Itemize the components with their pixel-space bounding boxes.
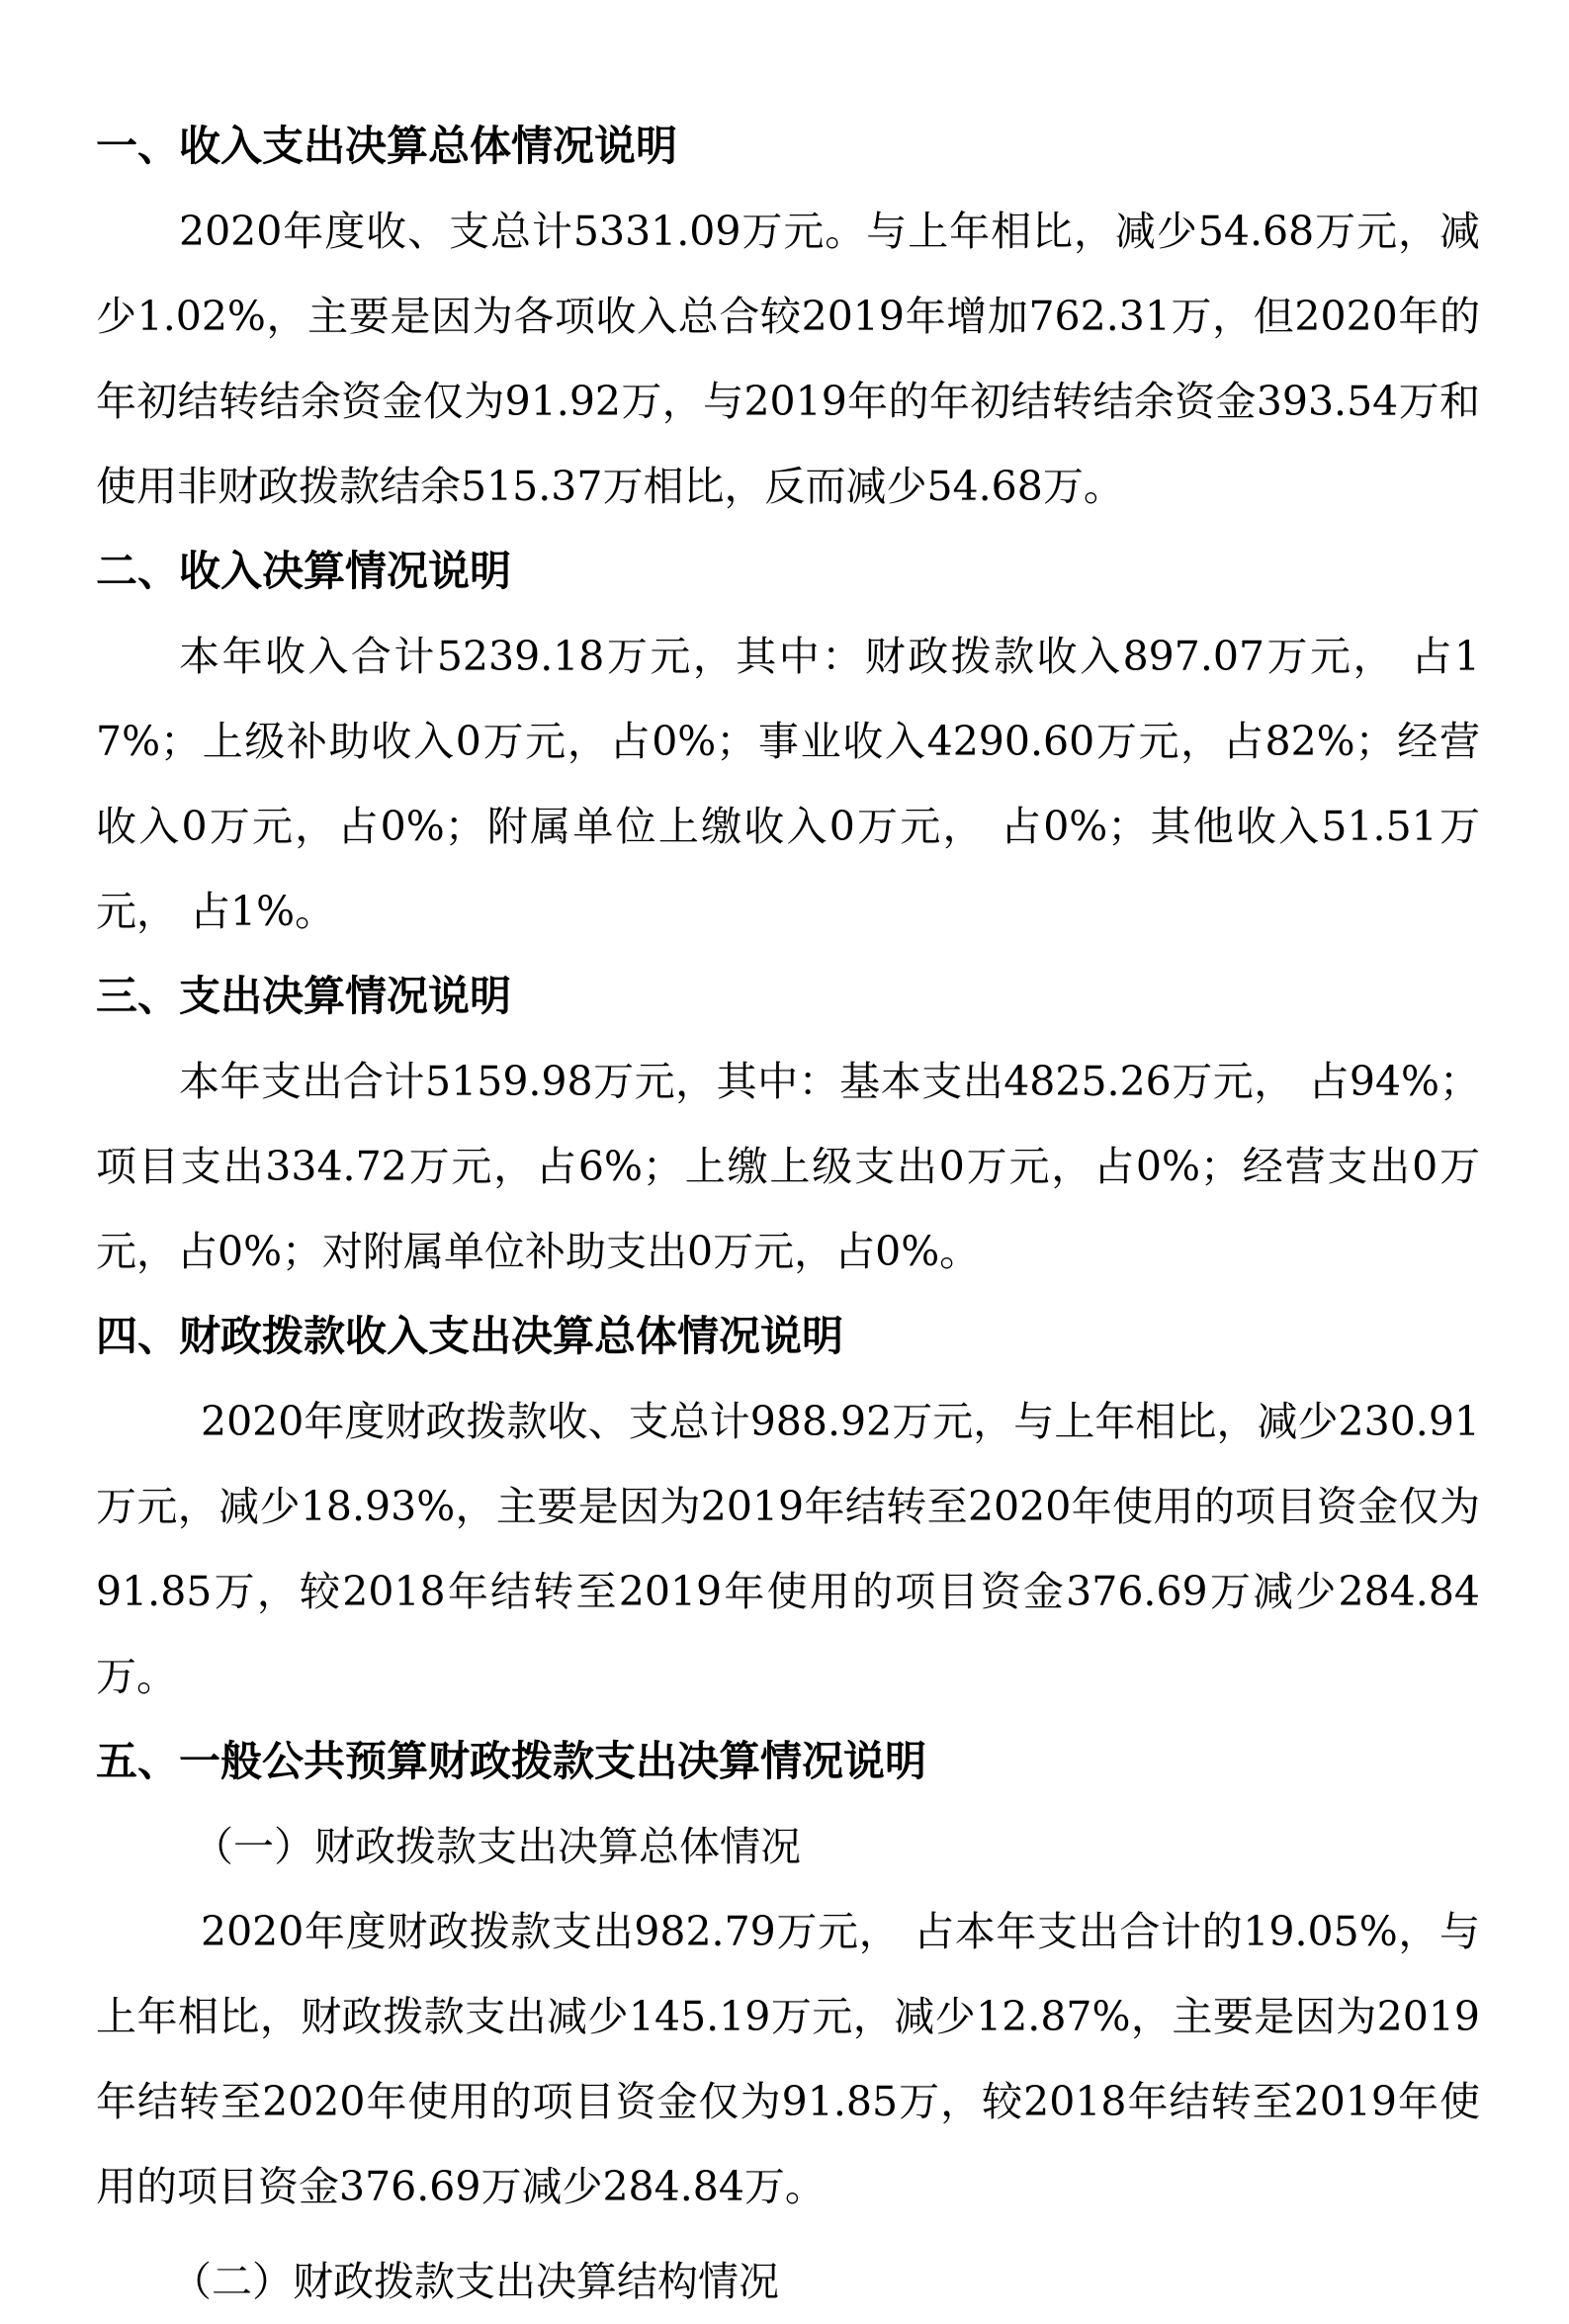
section-1-paragraph: 2020年度收、支总计5331.09万元。与上年相比，减少54.68万元，减少1.02%，主要是因为各项收入总合较2019年增加762.31万，但2020年的年初结转结余资金仅为91.92万，与2019年的年初结转结余资金393.54万和使用非财政拨款结余515.37万相比，反而减少54.68万。 [96,208,1480,510]
document-body [96,104,1480,2324]
section-5-subheading-2: （二）财政拨款支出决算结构情况 [171,2258,779,2305]
section-1-heading: 一、收入支出决算总体情况说明 [96,122,678,170]
section-3-paragraph: 本年支出合计5159.98万元，其中：基本支出4825.26万元， 占94%；项目支出334.72万元，占6%；上缴上级支出0万元，占0%；经营支出0万元，占0%；对附属单位补助支出0万元，占0%。 [96,1058,1480,1275]
section-2-heading: 二、收入决算情况说明 [96,547,512,595]
section-3-heading: 三、支出决算情况说明 [96,972,512,1020]
section-5-sub-1-paragraph: 2020年度财政拨款支出982.79万元， 占本年支出合计的19.05%，与上年相比，财政拨款支出减少145.19万元，减少12.87%，主要是因为2019年结转至2020年使用的项目资金仅为91.85万，较2018年结转至2019年使用的项目资金376.69万减少284.84万。 [96,1908,1480,2210]
section-5-subheading-1: （一）财政拨款支出决算总体情况 [193,1823,801,1870]
section-4-paragraph: 2020年度财政拨款收、支总计988.92万元，与上年相比，减少230.91万元，减少18.93%，主要是因为2019年结转至2020年使用的项目资金仅为91.85万，较2018年结转至2019年使用的项目资金376.69万减少284.84万。 [96,1398,1480,1700]
section-2-paragraph: 本年收入合计5239.18万元，其中：财政拨款收入897.07万元， 占17%；上级补助收入0万元，占0%；事业收入4290.60万元，占82%；经营收入0万元，占0%；附属单位上缴收入0万元， 占0%；其他收入51.51万元， 占1%。 [96,633,1480,935]
section-5-heading: 五、一般公共预算财政拨款支出决算情况说明 [96,1737,927,1785]
section-4-heading: 四、财政拨款收入支出决算总体情况说明 [96,1312,844,1360]
